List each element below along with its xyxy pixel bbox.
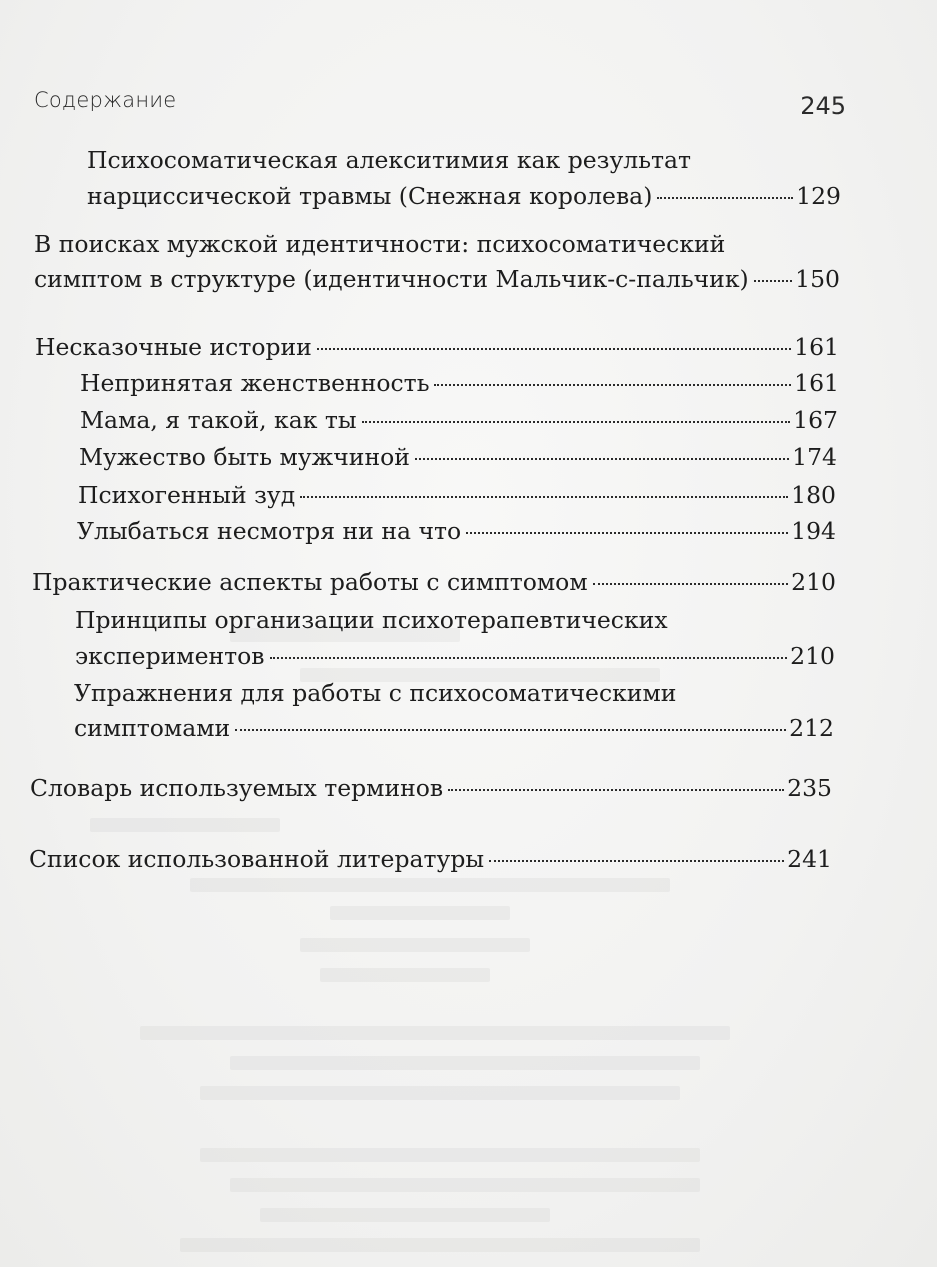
- toc-entry: [34, 263, 840, 295]
- toc-entry: [80, 404, 838, 436]
- dot-leader: [300, 496, 788, 498]
- running-header: [34, 86, 846, 120]
- toc-entry-title: Словарь используемых терминов: [30, 774, 444, 802]
- toc-page-number: 194: [791, 517, 836, 545]
- toc-entry: [75, 640, 835, 672]
- toc-entry: [74, 712, 834, 744]
- toc-entry-title: Упражнения для работы с психосоматическими: [74, 679, 677, 707]
- dot-leader: [466, 532, 788, 534]
- toc-page-number: 161: [794, 369, 839, 397]
- dot-leader: [593, 583, 789, 585]
- dot-leader: [448, 789, 784, 791]
- toc-entry-title: Улыбаться несмотря ни на что: [77, 517, 462, 545]
- toc-entry-title: Психогенный зуд: [78, 481, 296, 509]
- toc-entry: [87, 180, 841, 212]
- dot-leader: [235, 729, 786, 731]
- toc-entry-title: Список использованной литературы: [29, 845, 485, 873]
- page-number: 245: [800, 92, 846, 120]
- dot-leader: [489, 860, 784, 862]
- toc-entry: [78, 479, 836, 511]
- toc-page-number: 129: [796, 182, 841, 210]
- toc-entry-title: Мужество быть мужчиной: [79, 443, 410, 471]
- toc-entry-line: [75, 604, 668, 636]
- toc-page-number: 241: [787, 845, 832, 873]
- toc-page-number: 210: [790, 642, 835, 670]
- toc-entry-title: В поисках мужской идентичности: психосоматический: [34, 230, 726, 258]
- toc-entry: [29, 843, 832, 875]
- toc-entry-title: экспериментов: [75, 642, 265, 670]
- dot-leader: [754, 280, 792, 282]
- dot-leader: [434, 384, 791, 386]
- dot-leader: [362, 421, 791, 423]
- toc-entry-title: Мама, я такой, как ты: [80, 406, 357, 434]
- toc-entry-title: Принципы организации психотерапевтических: [75, 606, 668, 634]
- toc-entry-title: Психосоматическая алекситимия как результат: [87, 146, 692, 174]
- section-title: Содержание: [34, 88, 177, 112]
- toc-entry-line: [34, 228, 725, 260]
- toc-page-number: 167: [793, 406, 838, 434]
- toc-entry: [32, 566, 836, 598]
- toc-page-number: 150: [795, 265, 840, 293]
- dot-leader: [657, 197, 793, 199]
- toc-entry-title: Практические аспекты работы с симптомом: [32, 568, 588, 596]
- toc-page-number: 210: [791, 568, 836, 596]
- toc-entry-title: Несказочные истории: [35, 333, 312, 361]
- toc-entry-title: симптомами: [74, 714, 231, 742]
- toc-entry-title: нарциссической травмы (Снежная королева): [87, 182, 653, 210]
- dot-leader: [317, 348, 791, 350]
- toc-entry: [79, 441, 837, 473]
- toc-entry: [35, 331, 839, 363]
- dot-leader: [270, 657, 788, 659]
- toc-entry-title: Непринятая женственность: [80, 369, 430, 397]
- toc-entry-line: [74, 677, 676, 709]
- toc-entry: [77, 515, 836, 547]
- toc-entry-title: симптом в структуре (идентичности Мальчик-с-пальчик): [34, 265, 749, 293]
- toc-page-number: 174: [792, 443, 837, 471]
- toc-page-number: 161: [794, 333, 839, 361]
- dot-leader: [415, 458, 789, 460]
- toc-entry: [30, 772, 832, 804]
- toc-entry: [80, 367, 839, 399]
- toc-page-number: 180: [791, 481, 836, 509]
- toc-entry-line: [87, 144, 691, 176]
- toc-page-number: 235: [787, 774, 832, 802]
- toc-page-number: 212: [789, 714, 834, 742]
